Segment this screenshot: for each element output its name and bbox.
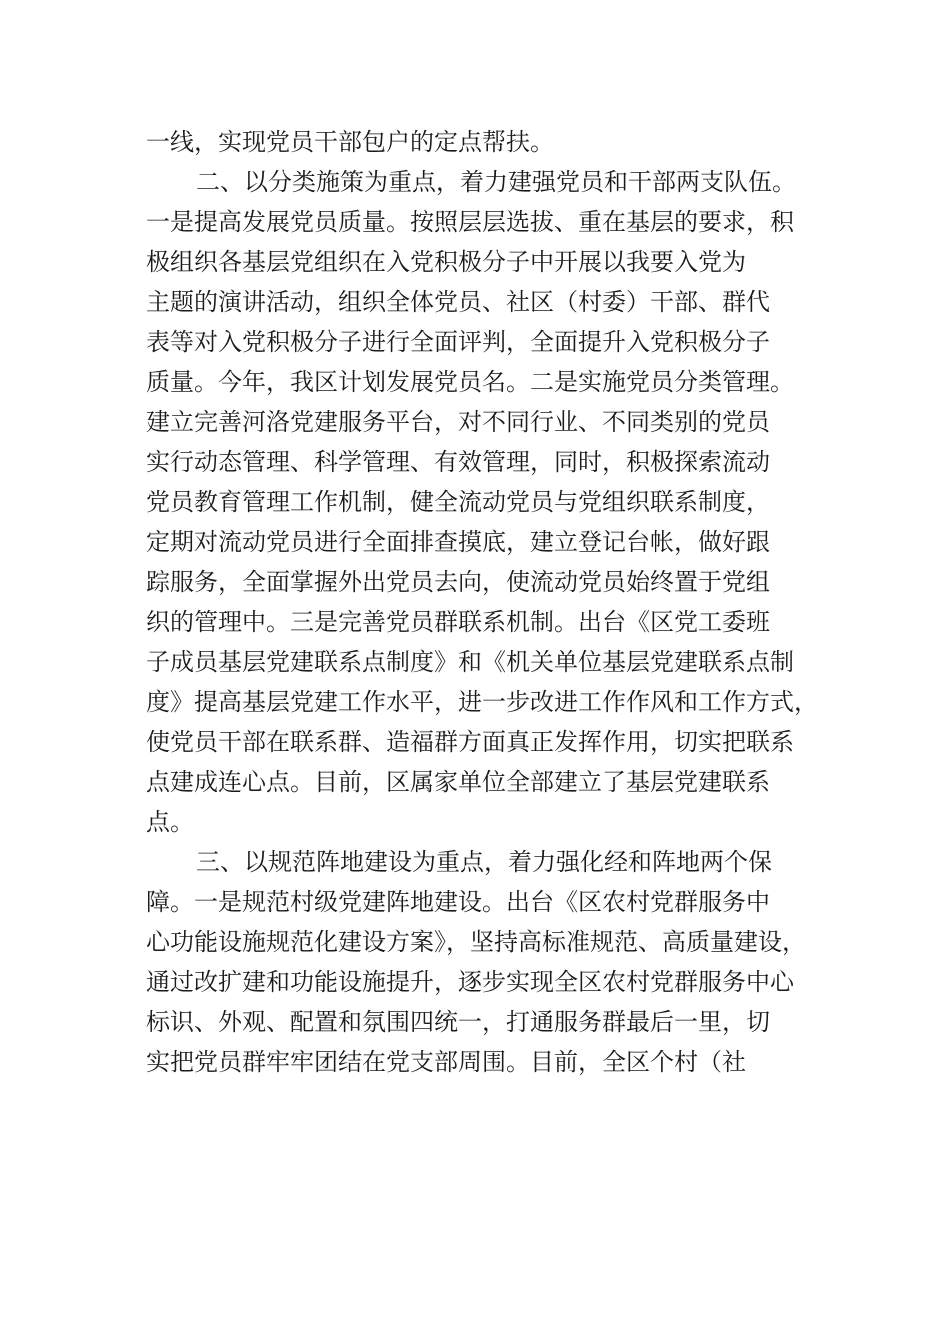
text-line [0,602,950,642]
section-heading [0,162,950,202]
line-text: 障。一是规范村级党建阵地建设。出台《区农村党群服务中 [146,888,770,916]
text-line [0,322,950,362]
line-text: 织的管理中。三是完善党员群联系机制。出台《区党工委班 [146,608,770,636]
text-line [0,442,950,482]
line-text: 一线，实现党员干部包户的定点帮扶。 [146,128,554,156]
line-text: 踪服务，全面掌握外出党员去向，使流动党员始终置于党组 [146,568,770,596]
line-text: 子成员基层党建联系点制度》和《机关单位基层党建联系点制 [146,648,794,676]
line-text: 定期对流动党员进行全面排查摸底，建立登记台帐，做好跟 [146,528,770,556]
line-text: 一是提高发展党员质量。按照层层选拔、重在基层的要求，积 [146,208,794,236]
line-text: 使党员干部在联系群、造福群方面真正发挥作用，切实把联系 [146,728,794,756]
line-text: 心功能设施规范化建设方案》，坚持高标准规范、高质量建设， [146,928,806,956]
text-line [0,562,950,602]
line-text: 三、以规范阵地建设为重点，着力强化经和阵地两个保 [196,848,772,876]
line-text: 二、以分类施策为重点，着力建强党员和干部两支队伍。 [196,168,796,196]
line-text: 质量。今年，我区计划发展党员名。二是实施党员分类管理。 [146,368,794,396]
text-line [0,482,950,522]
line-text: 通过改扩建和功能设施提升，逐步实现全区农村党群服务中心 [146,968,794,996]
line-text: 极组织各基层党组织在入党积极分子中开展以我要入党为 [146,248,746,276]
text-line [0,202,950,242]
text-line [0,802,950,842]
text-line [0,1002,950,1042]
text-line [0,722,950,762]
text-line [0,1042,950,1082]
text-line [0,642,950,682]
text-line [0,282,950,322]
text-line [0,882,950,922]
line-text: 实行动态管理、科学管理、有效管理，同时，积极探索流动 [146,448,770,476]
line-text: 点建成连心点。目前，区属家单位全部建立了基层党建联系 [146,768,770,796]
text-line [0,522,950,562]
line-text: 建立完善河洛党建服务平台，对不同行业、不同类别的党员 [146,408,770,436]
line-text: 党员教育管理工作机制，健全流动党员与党组织联系制度， [146,488,770,516]
section-heading [0,842,950,882]
text-line [0,962,950,1002]
line-text: 实把党员群牢牢团结在党支部周围。目前，全区个村（社 [146,1048,746,1076]
text-line [0,122,950,162]
line-text: 点。 [146,808,194,836]
text-line [0,242,950,282]
line-text: 度》提高基层党建工作水平，进一步改进工作作风和工作方式， [146,688,818,716]
text-line [0,762,950,802]
line-text: 标识、外观、配置和氛围四统一，打通服务群最后一里，切 [146,1008,770,1036]
text-line [0,922,950,962]
text-line [0,682,950,722]
text-line [0,402,950,442]
line-text: 表等对入党积极分子进行全面评判，全面提升入党积极分子 [146,328,770,356]
line-text: 主题的演讲活动，组织全体党员、社区（村委）干部、群代 [146,288,770,316]
text-line [0,362,950,402]
